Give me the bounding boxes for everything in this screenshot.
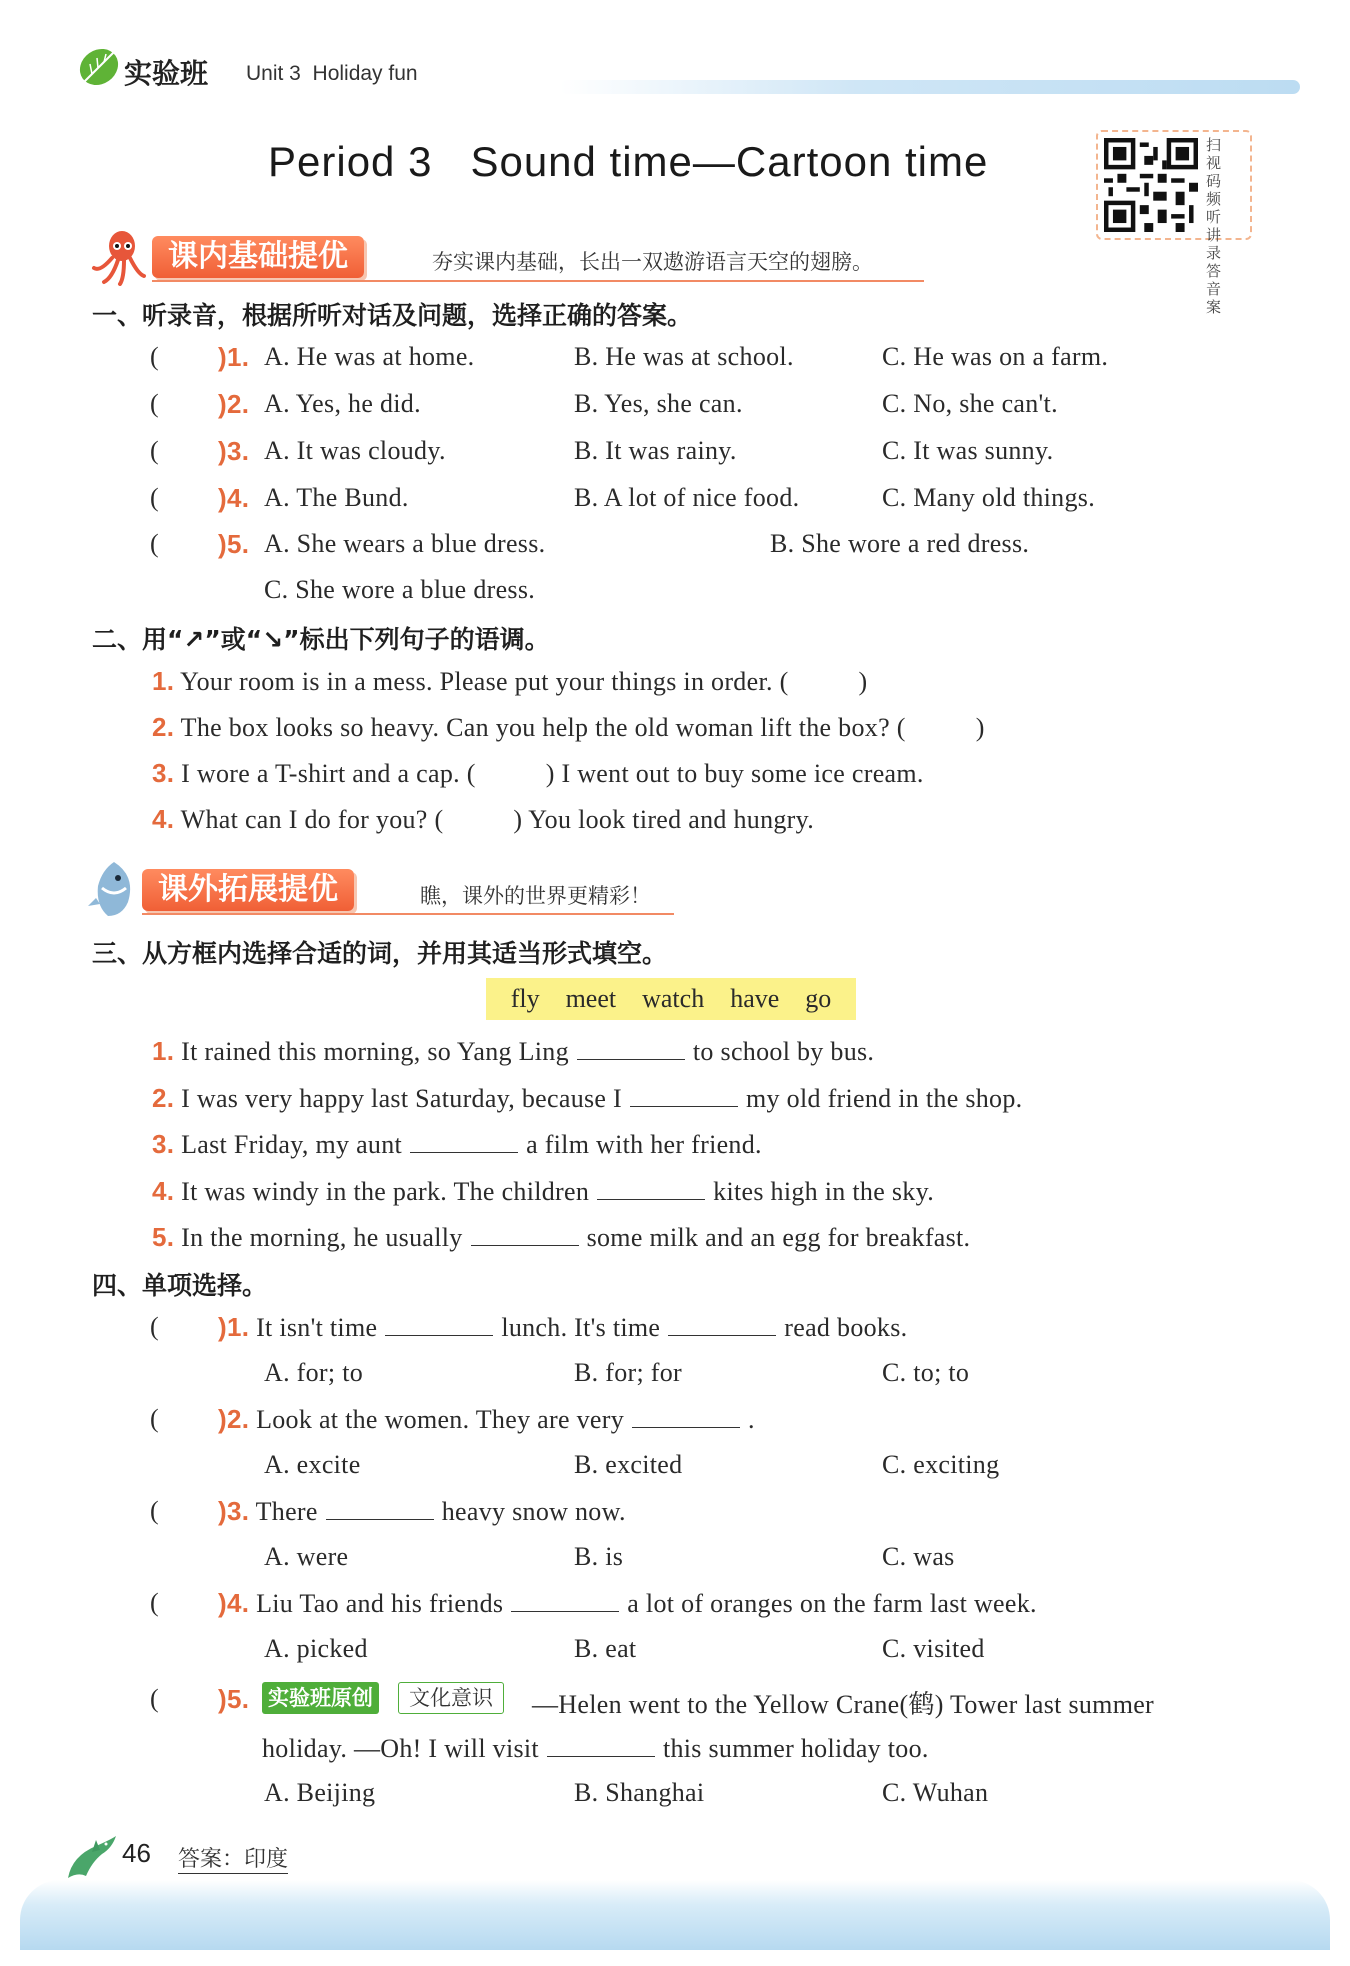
option-c: C. She wore a blue dress. (264, 575, 536, 604)
word-box: fly meet watch have go (486, 978, 856, 1020)
option-c: C. Many old things. (882, 483, 1095, 512)
option-a: A. He was at home. (264, 342, 475, 371)
answer-bracket[interactable]: ( (150, 342, 159, 371)
answer-note: 答案：印度 (178, 1842, 288, 1874)
fill-blank[interactable] (547, 1734, 655, 1757)
q4-stem-3: )3. There heavy snow now. (218, 1496, 626, 1526)
option-b: B. He was at school. (574, 342, 794, 371)
footer-wave (20, 1880, 1330, 1950)
section-banner-basic: 课内基础提优 (152, 236, 364, 278)
qr-code[interactable] (1096, 130, 1252, 316)
option-c: C. No, she can't. (882, 389, 1058, 418)
question-number: )5. (218, 1684, 250, 1714)
header-stripe (560, 80, 1300, 94)
fill-blank[interactable] (511, 1589, 619, 1612)
section-underline-basic (152, 280, 924, 282)
option-c: C. It was sunny. (882, 436, 1054, 465)
option-b: B. is (574, 1542, 624, 1571)
answer-bracket[interactable]: ( (150, 483, 159, 512)
q4-stem-5a: —Helen went to the Yellow Crane(鹤) Tower last summer (532, 1690, 1155, 1719)
q3-item-3: 3. Last Friday, my aunt a film with her friend. (152, 1129, 762, 1159)
option-b: B. eat (574, 1634, 637, 1663)
fill-blank[interactable] (597, 1177, 705, 1200)
q3-item-5: 5. In the morning, he usually some milk and an egg for breakfast. (152, 1222, 971, 1252)
section-slogan-extended: 瞧，课外的世界更精彩！ (420, 884, 651, 908)
shark-mascot-icon (88, 858, 140, 920)
option-b: B. She wore a red dress. (770, 529, 1030, 558)
answer-bracket[interactable]: ( (150, 1496, 159, 1525)
fill-blank[interactable] (410, 1130, 518, 1153)
page-number: 46 (122, 1838, 151, 1868)
q4-stem-1: )1. It isn't time lunch. It's time read books. (218, 1312, 908, 1342)
question-number: )5. (218, 529, 250, 559)
answer-bracket[interactable]: ( (150, 529, 159, 558)
squid-mascot-icon (90, 228, 148, 286)
option-a: A. excite (264, 1450, 361, 1479)
fill-blank[interactable] (385, 1313, 493, 1336)
header-bar (0, 0, 1350, 100)
q4-stem-2: )2. Look at the women. They are very . (218, 1404, 755, 1434)
fill-blank[interactable] (632, 1405, 740, 1428)
question-number: )1. (218, 342, 250, 372)
option-b: B. excited (574, 1450, 683, 1479)
section-slogan-basic: 夯实课内基础，长出一双遨游语言天空的翅膀。 (432, 250, 873, 274)
q2-item-3: 3. I wore a T-shirt and a cap. ( ) I went out to buy some ice cream. (152, 758, 924, 788)
question-number: )2. (218, 389, 250, 419)
option-c: C. visited (882, 1634, 985, 1663)
q2-item-1: 1. Your room is in a mess. Please put your things in order. ( ) (152, 666, 868, 696)
q3-item-2: 2. I was very happy last Saturday, because I my old friend in the shop. (152, 1083, 1023, 1113)
option-c: C. exciting (882, 1450, 1000, 1479)
qr-caption-col1: 扫视 码频 听讲 录答 音案 (1206, 136, 1222, 316)
leaf-logo-icon (76, 44, 122, 90)
option-a: A. She wears a blue dress. (264, 529, 546, 558)
q2-heading: 二、用“↗”或“↘”标出下列句子的语调。 (92, 625, 550, 654)
fill-blank[interactable] (630, 1084, 738, 1107)
option-c: C. was (882, 1542, 955, 1571)
unit-label: Unit 3 Holiday fun (246, 62, 418, 85)
q2-item-2: 2. The box looks so heavy. Can you help the old woman lift the box? ( ) (152, 712, 985, 742)
dolphin-icon (62, 1832, 120, 1884)
option-a: A. Beijing (264, 1778, 376, 1807)
q3-item-4: 4. It was windy in the park. The children kites high in the sky. (152, 1176, 935, 1206)
q4-heading: 四、单项选择。 (92, 1271, 268, 1300)
page-title: Period 3 Sound time—Cartoon time (268, 138, 989, 185)
answer-bracket[interactable]: ( (150, 1404, 159, 1433)
option-a: A. Yes, he did. (264, 389, 421, 418)
qr-code-icon (1104, 138, 1198, 232)
q4-stem-5b: holiday. —Oh! I will visit this summer holiday too. (262, 1734, 929, 1763)
option-a: A. for; to (264, 1358, 364, 1387)
fill-blank[interactable] (326, 1497, 434, 1520)
question-number: )3. (218, 436, 250, 466)
option-c: C. to; to (882, 1358, 970, 1387)
option-b: B. A lot of nice food. (574, 483, 800, 512)
brand-label: 实验班 (124, 57, 209, 90)
q2-item-4: 4. What can I do for you? ( ) You look tired and hungry. (152, 804, 815, 834)
answer-bracket[interactable]: ( (150, 1684, 159, 1713)
culture-tag: 文化意识 (398, 1682, 504, 1714)
q3-heading: 三、从方框内选择合适的词，并用其适当形式填空。 (92, 939, 668, 968)
option-b: B. Shanghai (574, 1778, 705, 1807)
question-number: )4. (218, 483, 250, 513)
fill-blank[interactable] (668, 1313, 776, 1336)
option-b: B. It was rainy. (574, 436, 737, 465)
answer-bracket[interactable]: ( (150, 436, 159, 465)
q1-heading: 一、听录音，根据所听对话及问题，选择正确的答案。 (92, 301, 693, 330)
answer-bracket[interactable]: ( (150, 389, 159, 418)
option-b: B. for; for (574, 1358, 682, 1387)
option-c: C. Wuhan (882, 1778, 989, 1807)
fill-blank[interactable] (471, 1223, 579, 1246)
q3-item-1: 1. It rained this morning, so Yang Ling to school by bus. (152, 1036, 875, 1066)
option-b: B. Yes, she can. (574, 389, 743, 418)
section-underline-extended (142, 913, 674, 915)
answer-bracket[interactable]: ( (150, 1312, 159, 1341)
option-a: A. were (264, 1542, 349, 1571)
q4-stem-4: )4. Liu Tao and his friends a lot of oranges on the farm last week. (218, 1588, 1037, 1618)
option-a: A. The Bund. (264, 483, 409, 512)
section-banner-extended: 课外拓展提优 (142, 869, 354, 911)
option-a: A. It was cloudy. (264, 436, 446, 465)
option-c: C. He was on a farm. (882, 342, 1109, 371)
original-tag: 实验班原创 (262, 1682, 379, 1714)
fill-blank[interactable] (577, 1037, 685, 1060)
option-a: A. picked (264, 1634, 368, 1663)
answer-bracket[interactable]: ( (150, 1588, 159, 1617)
